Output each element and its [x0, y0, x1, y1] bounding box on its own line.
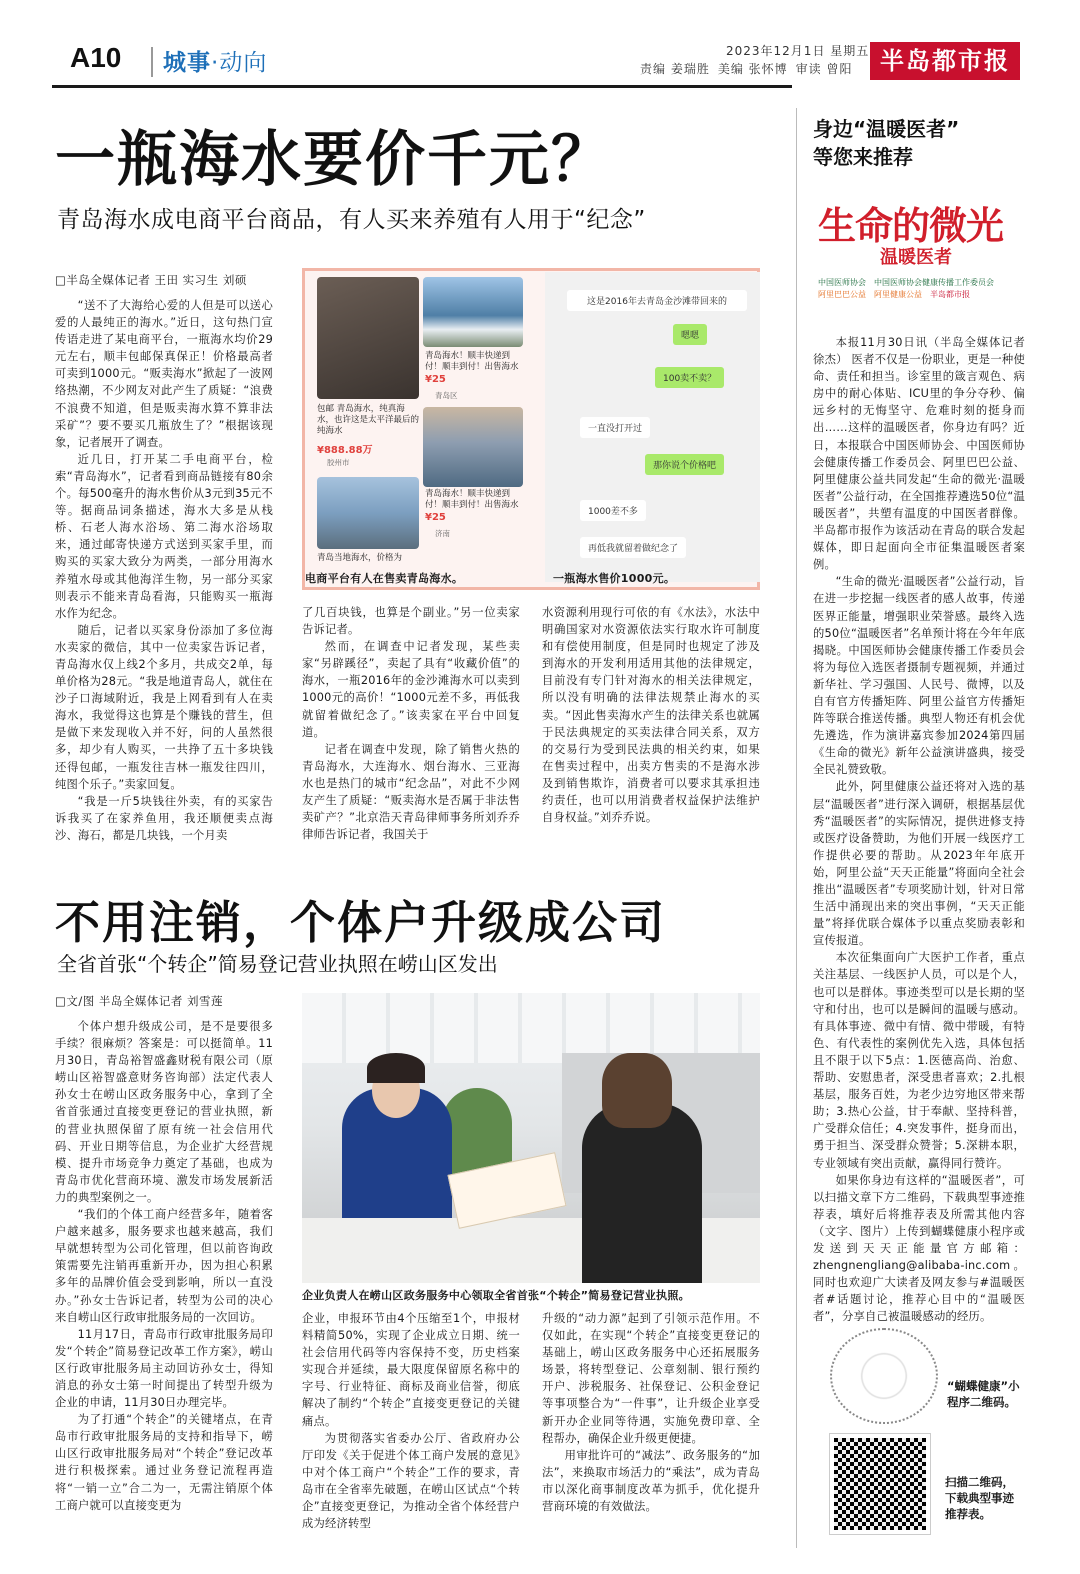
product-price: ¥25 — [425, 512, 446, 523]
mini-program-qr-icon[interactable] — [830, 1328, 938, 1424]
customer-hair — [602, 1053, 672, 1128]
paragraph: 近几日，打开某二手电商平台，检索“青岛海水”，记者看到商品链接有80余个。每500毫升的海水售价从3元到35元不等。据商品词条描述，海水大多是从栈桥、石老人海水浴场、第二海水浴场取来，通过邮寄快递方式送到买家手里，而购买的买家大致分为两类，一部分用海水养殖水母或其他海洋生物，另一部分买家则表示不能来青岛看海，只能购买一瓶海水作为纪念。 — [55, 452, 273, 620]
article2-column2 — [302, 1310, 520, 1532]
staff-hair — [367, 1053, 425, 1083]
article1-column1 — [55, 272, 273, 844]
product-thumb-sunset — [423, 407, 523, 487]
paragraph: 升级的“动力源”起到了引领示范作用。不仅如此，在实现“个转企”直接变更登记的基础上，崂山区政务服务中心还拓展服务场景，将转型登记、公章刻制、银行预约开户、涉税服务、社保登记、公积金登记等事项整合为“一件事”，让升级企业享受新开办企业同等待遇，实施免费印章、全程帮办，确保企业升级更便捷。 — [542, 1312, 760, 1445]
paragraph: 用审批许可的“减法”、政务服务的“加法”，来换取市场活力的“乘法”，成为青岛市以深化商事制度改革为抓手，优化提升营商环境的有效做法。 — [542, 1448, 760, 1514]
section-title: 城事·动向 — [163, 50, 268, 76]
chat-message: 一直没打开过 — [580, 417, 650, 438]
organizer-logos: 中国医师协会 中国医师协会健康传播工作委员会 阿里巴巴公益 阿里健康公益 半岛都市报 — [818, 278, 994, 299]
product-price: ¥888.88万 — [317, 445, 373, 456]
paragraph: “生命的微光·温暖医者”公益行动，旨在进一步挖掘一线医者的感人故事，传递医界正能量，增强职业荣誉感。最终入选的50位“温暖医者”名单预计将在今年年底揭晓。中国医师协会健康传播工作委员会将为每位入选医者摄制专题视频，并通过新华社、学习强国、人民号、微博，以及自有官方传播矩阵、阿里公益官方传播矩阵等联合推送传播。典型人物还有机会优先遴选，作为演讲嘉宾参加2024第四届《生命的微光》新年公益演讲盛典，接受全民礼赞致敬。 — [813, 575, 1025, 777]
paragraph: “送不了大海给心爱的人但是可以送心爱的人最纯正的海水。”近日，这句热门宣传语走进了某电商平台，一瓶海水均价29元左右，顺丰包邮保真保正！价格最高者可卖到1000元。“贩卖海水”掀起了一波网络热潮，不少网友对此产生了质疑：“浪费不浪费不知道，但是贩卖海水算不算非法采矿”？要不要买几瓶放生了？”根据该现象，记者展开了调查。 — [55, 299, 273, 449]
header-rule — [52, 85, 792, 88]
photo-caption-right: 一瓶海水售价1000元。 — [553, 572, 676, 585]
product-title: 青岛海水！顺丰快递到付！顺丰到付！出售海水 — [425, 351, 519, 372]
chat-message: 1000差不多 — [580, 500, 646, 521]
staff-credits: 责编 姜瑞胜 美编 张怀博 审读 曾阳 — [640, 62, 853, 76]
product-location: 青岛区 — [435, 391, 458, 400]
product-price: ¥25 — [425, 374, 446, 385]
page-number: A10 — [70, 42, 122, 73]
photo-caption: 企业负责人在崂山区政务服务中心领取全省首张“个转企”简易登记营业执照。 — [302, 1289, 690, 1302]
article1-column2 — [302, 604, 520, 843]
product-location: 胶州市 — [327, 458, 350, 467]
newspaper-logo: 半岛都市报 — [870, 42, 1020, 80]
paragraph: 了几百块钱，也算是个副业。”另一位卖家告诉记者。 — [302, 606, 520, 637]
chat-message: 那你说个价格吧 — [645, 454, 724, 475]
product-location: 济南 — [435, 529, 450, 538]
header-divider — [151, 47, 153, 77]
article2-byline: □文/图 半岛全媒体记者 刘雪莲 — [55, 994, 224, 1008]
product-title: 青岛海水！顺丰快递到付！顺丰到付！出售海水 — [425, 489, 519, 510]
campaign-banner-sub: 温暖医者 — [880, 247, 952, 268]
article2-column1 — [55, 993, 273, 1514]
qr1-label: “蝴蝶健康”小程序二维码。 — [947, 1379, 1020, 1409]
paragraph: 为贯彻落实省委办公厅、省政府办公厅印发《关于促进个体工商户发展的意见》中对个体工商户“个转企”工作的要求，青岛市在全省率先破题，在崂山区试点“个转企”直接变更登记，为推动全省个体经营户成为经济转型 — [302, 1431, 520, 1531]
customer-person — [582, 1103, 702, 1283]
chat-message: 再低我就留着做纪念了 — [580, 537, 686, 558]
recommendation-qr-code[interactable] — [830, 1434, 930, 1534]
campaign-banner: 生命的微光 — [818, 203, 1004, 248]
sidebar-heading: 身边“温暖医者” 等您来推荐 — [813, 117, 960, 169]
paragraph: 此外，阿里健康公益还将对入选的基层“温暖医者”进行深入调研，根据基层优秀“温暖医者”的实际情况，提供进修支持或医疗设备赞助，为他们开展一线医疗工作提供必要的帮助。从2023年年底开始，阿里公益“天天正能量”将面向全社会推出“温暖医者”专项奖励计划，针对日常生活中涌现出来的突出事例，“天天正能量”将择优联合媒体予以重点奖励表彰和宣传报道。 — [813, 780, 1025, 948]
paragraph: 为了打通“个转企”的关键堵点，在青岛市行政审批服务局的支持和指导下，崂山区行政审批服务局对“个转企”登记改革进行积极探索。通过业务登记流程再造将“一销一立”合二为一，无需注销原个体工商户就可以直接变更为 — [55, 1413, 273, 1512]
article2-subtitle: 全省首张“个转企”简易登记营业执照在崂山区发出 — [57, 952, 498, 976]
sidebar-text — [813, 334, 1025, 1325]
paragraph: 然而，在调查中记者发现，某些卖家“另辟蹊径”，卖起了具有“收藏价值”的海水，一瓶2016年的金沙滩海水可以卖到1000元的高价！“1000元差不多，再低我就留着做纪念了。”该卖家在平台中回复道。 — [302, 640, 520, 739]
chat-message: 100卖不卖？ — [655, 367, 724, 388]
article2-photo — [302, 993, 760, 1283]
article2-column3 — [542, 1310, 760, 1515]
article1-title: 一瓶海水要价千元？ — [55, 125, 613, 195]
photo-caption-left: 电商平台有人在售卖青岛海水。 — [305, 572, 464, 585]
product-title: 包邮 青岛海水，纯真海水，也许这是太平洋最后的纯海水 — [317, 404, 420, 436]
paragraph: 如果你身边有这样的“温暖医者”，可以扫描文章下方二维码，下载典型事迹推荐表，填好后将推荐表及所需其他内容（文字、图片）上传到蝴蝶健康小程序或发送到天天正能量官方邮箱：zhengnengliang@alibaba-inc.com。同时也欢迎广大读者及网友参与#温暖医者#话题讨论，推荐心目中的“温暖医者”，分享自己被温暖感动的经历。 — [813, 1173, 1025, 1324]
article1-subtitle: 青岛海水成电商平台商品，有人买来养殖有人用于“纪念” — [57, 207, 646, 233]
paragraph: 11月17日，青岛市行政审批服务局印发“个转企”简易登记改革工作方案》，崂山区行政审批服务局主动回访孙女士，得知消息的孙女士第一时间提出了转型升级为企业的申请，11月30日办理完毕。 — [55, 1327, 273, 1410]
product-title: 青岛当地海水，价格为 — [317, 553, 403, 563]
paragraph: “我们的个体工商户经营多年，随着客户越来越多，服务要求也越来越高，我们早就想转型为公司化管理，但以前咨询政策需要先注销再重新开办，因为担心积累多年的品牌价值会受到影响，所以一直没办。”孙女士告诉记者，转型为公司的决心来自崂山区行政审批服务局的一次回访。 — [55, 1208, 273, 1324]
sidebar-divider — [796, 108, 797, 1548]
paragraph: 本次征集面向广大医护工作者，重点关注基层、一线医护人员，可以是个人，也可以是群体。事迹类型可以是长期的坚守和付出，也可以是瞬间的温暖与感动。有具体事迹、微中有情、微中带暖，有特色、有代表性的案例优先入选，具体包括且不限于以下5点：1.医德高尚、治愈、帮助、安慰患者，深受患者喜欢；2.扎根基层，服务百姓，为老少边穷地区带来帮助；3.热心公益，甘于奉献、坚持科普，广受群众信任；4.突发事件，挺身而出，勇于担当、深受群众赞誉；5.深耕本职，专业领域有突出贡献，赢得同行赞许。 — [813, 951, 1025, 1170]
product-thumb-sea — [423, 277, 523, 347]
chat-screenshot — [545, 272, 760, 582]
product-thumb-bottle — [317, 277, 419, 399]
paragraph: 本报11月30日讯（半岛全媒体记者 徐杰） 医者不仅是一份职业，更是一种使命、责任和担当。诊室里的箴言观色、病房中的耐心体贴、ICU里的争分夺秒、偏远乡村的无悔坚守、危难时刻的挺身而出……这样的温暖医者，你身边有吗？近日，本报联合中国医师协会、中国医师协会健康传播工作委员会、阿里巴巴公益、阿里健康公益共同发起“生命的微光·温暖医者”公益行动，在全国推荐遴选50位“温暖医者”，共塑有温度的中国医者群像。半岛都市报作为该活动在青岛的联合发起媒体，即日起面向全市征集温暖医者案例。 — [813, 336, 1025, 572]
paragraph: “我是一斤5块钱往外卖，有的买家告诉我买了在家养鱼用，我还顺便卖点海沙、海石，都是几块钱，一个月卖 — [55, 794, 273, 842]
paragraph: 企业，申报环节由4个压缩至1个，申报材料精简50%，实现了企业成立日期、统一社会信用代码等内容保持不变，历史档案实现合并延续，最大限度保留原名称中的字号、行业特征、商标及商业信誉，彻底解决了制约“个转企”直接变更登记的关键痛点。 — [302, 1312, 520, 1428]
qr2-label: 扫描二维码，下载典型事迹推荐表。 — [945, 1475, 1014, 1521]
issue-date: 2023年12月1日 星期五 — [726, 44, 870, 58]
paragraph: 水资源利用现行可依的有《水法》，水法中明确国家对水资源依法实行取水许可制度和有偿使用制度，但是同时也规定了涉及到海水的开发利用适用其他的法律规定，目前没有专门针对海水的相关法律规定，所以没有明确的法律法规禁止海水的买卖。“因此售卖海水产生的法律关系也就属于民法典规定的买卖法律合同关系，双方的交易行为受到民法典的相关约束，如果在售卖过程中，出卖方售卖的不是海水涉及到销售欺诈，消费者可以要求其承担违约责任，也可以用消费者权益保护法维护自身权益。”刘乔乔说。 — [542, 606, 760, 825]
article1-byline: □半岛全媒体记者 王田 实习生 刘硕 — [55, 273, 247, 287]
chat-message: 嗯嗯 — [673, 324, 707, 345]
product-thumb-coast — [317, 477, 419, 549]
article2-title: 不用注销，个体户升级成公司 — [55, 896, 667, 949]
paragraph: 个体户想升级成公司，是不是要很多手续？很麻烦？答案是：可以挺简单。11月30日，青岛裕智盛鑫财税有限公司（原崂山区裕智盛意财务咨询部）法定代表人孙女士在崂山区政务服务中心，拿到了全省首张通过直接变更登记的营业执照，新的营业执照保留了原有统一社会信用代码、开业日期等信息，为企业扩大经营规模、提升市场竞争力奠定了基础，也成为青岛市优化营商环境、激发市场发展新活力的典型案例之一。 — [55, 1020, 273, 1204]
paragraph: 随后，记者以买家身份添加了多位海水卖家的微信，其中一位卖家告诉记者，青岛海水仅上线2个多月，共成交2单，每单价格为28元。“我是地道青岛人，就住在沙子口海域附近，我是上网看到有人在卖海水，我觉得这也算是个赚钱的营生，但是做下来发现收入并不好，问的人虽然很多，却少有人购买，一共挣了五十多块钱还得包邮，一瓶发往吉林一瓶发往四川，纯图个乐子。”卖家回复。 — [55, 623, 273, 791]
article1-column3 — [542, 604, 760, 826]
chat-message: 这是2016年去青岛金沙滩带回来的 — [567, 290, 747, 311]
paragraph: 记者在调查中发现，除了销售火热的青岛海水，大连海水、烟台海水、三亚海水也是热门的城市“纪念品”，对此不少网友产生了质疑：“贩卖海水是否属于非法售卖矿产？”北京浩天青岛律师事务所刘乔乔律师告诉记者，我国关于 — [302, 742, 520, 842]
